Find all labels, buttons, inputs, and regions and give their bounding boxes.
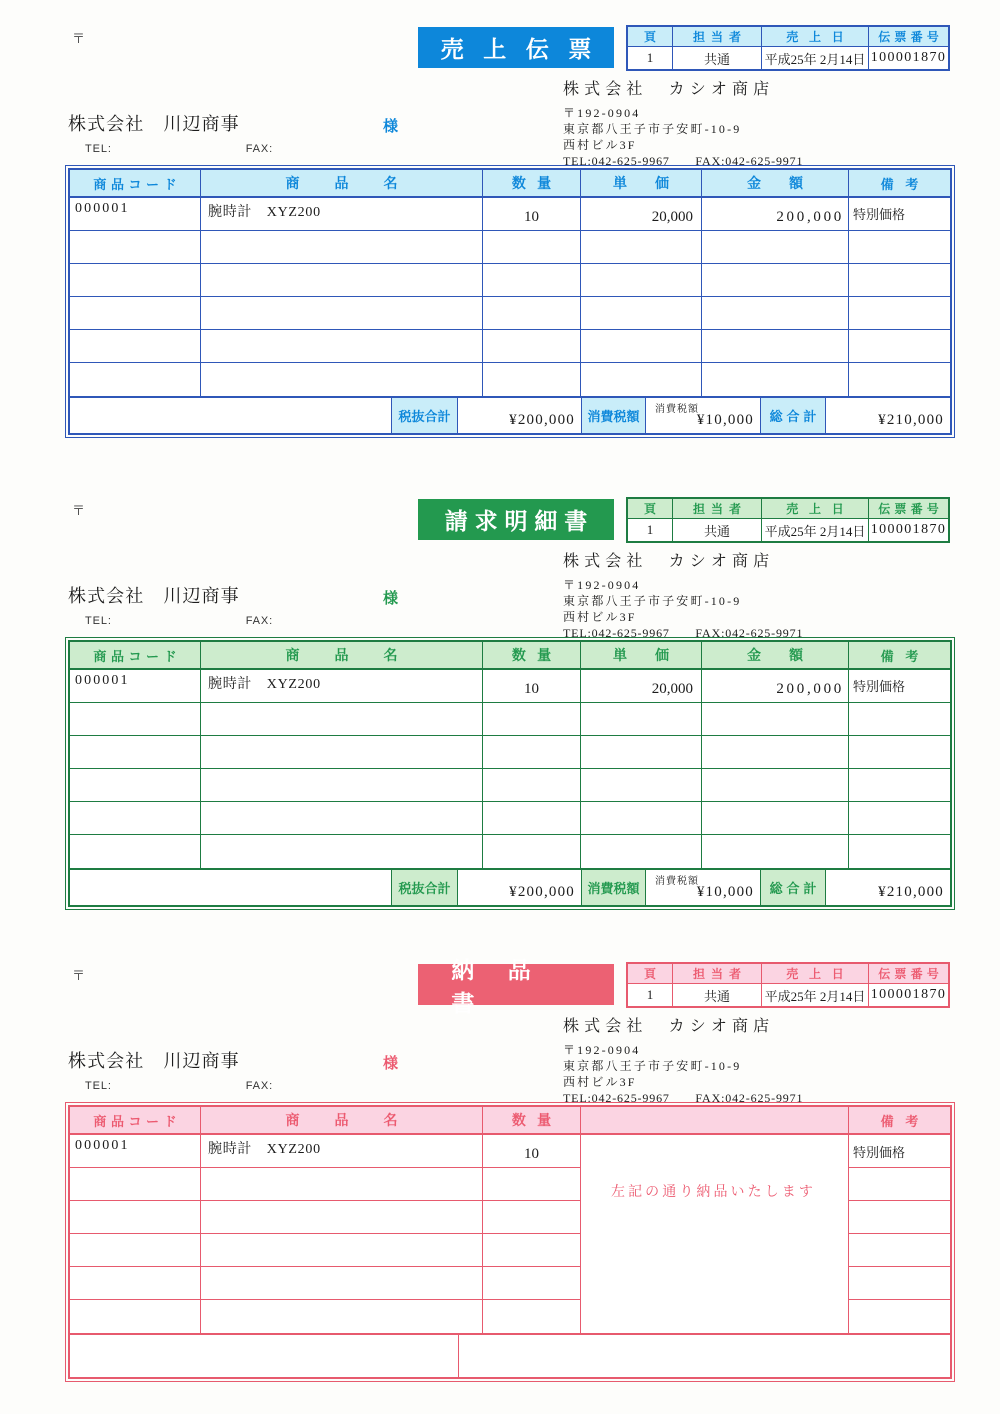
seller-postal: 〒192-0904 <box>563 1043 641 1057</box>
delivery-note-column <box>849 1135 950 1333</box>
tax-value: ¥10,000 <box>696 884 754 900</box>
customer-postal-mark: 〒 <box>72 968 86 983</box>
tax-value-cell <box>646 398 761 433</box>
seller-address2: 西村ビル3F <box>563 610 637 624</box>
col-header-qty: 数量 <box>483 1107 581 1133</box>
seller-name: 株式会社 カシオ商店 <box>563 81 775 98</box>
col-header-unit-price: 単価 <box>581 170 702 196</box>
col-header-code: 商品コード <box>70 642 201 668</box>
col-header-amount: 金額 <box>702 642 849 668</box>
meta-header-row <box>628 964 948 984</box>
items-table-body <box>70 198 950 396</box>
meta-header-slip-no: 伝票番号 <box>878 967 943 981</box>
cell-name: 腕時計 XYZ200 <box>201 198 483 230</box>
col-header-name: 商品名 <box>201 1107 483 1133</box>
col-header-blank <box>581 1107 849 1133</box>
meta-header-staff: 担当者 <box>673 499 762 518</box>
footer-empty-cell-right <box>459 1335 950 1377</box>
form-title: 請求明細書 <box>444 508 595 534</box>
customer-honorific: 様 <box>383 590 399 607</box>
meta-header-page: 頁 <box>628 499 673 518</box>
items-table-header-row <box>70 1107 950 1135</box>
meta-date-value: 平成25年 2月14日 <box>762 519 869 541</box>
items-table-header-row <box>70 170 950 198</box>
meta-slip-no-value: 100001870 <box>870 522 947 537</box>
seller-address1: 東京都八王子市子安町-10-9 <box>563 122 742 136</box>
form-title-banner <box>418 956 614 1016</box>
subtotal-label: 税抜合計 <box>392 870 458 905</box>
cell-note: 特別価格 <box>849 1135 950 1168</box>
totals-row <box>70 868 950 905</box>
col-header-qty: 数量 <box>483 170 581 196</box>
seller-block <box>563 548 963 642</box>
form-title: 納品書 <box>451 956 565 1016</box>
meta-slip-no-value: 100001870 <box>870 987 947 1002</box>
table-row <box>70 1135 581 1168</box>
tax-value-cell <box>646 870 761 905</box>
meta-header-slip-no: 伝票番号 <box>878 30 943 44</box>
customer-contact <box>85 1080 273 1092</box>
customer-honorific: 様 <box>383 1055 399 1072</box>
delivery-message: 左記の通り納品いたします <box>611 1183 816 1199</box>
cell-code: 000001 <box>70 198 201 230</box>
slip-meta-table <box>626 25 950 71</box>
meta-value-row <box>628 519 948 541</box>
items-table-header-row <box>70 642 950 670</box>
col-header-note: 備考 <box>880 176 931 192</box>
meta-slip-no-value: 100001870 <box>870 50 947 65</box>
meta-date-value: 平成25年 2月14日 <box>762 47 869 69</box>
meta-header-staff: 担当者 <box>673 27 762 46</box>
form-title-banner <box>418 27 614 68</box>
items-table <box>68 640 952 907</box>
col-header-name: 商品名 <box>201 170 483 196</box>
cell-unit-price: 20,000 <box>581 670 702 702</box>
seller-postal: 〒192-0904 <box>563 578 641 592</box>
customer-block <box>68 110 240 136</box>
tax-inner-label: 消費税額 <box>655 404 699 415</box>
table-empty-row <box>70 703 950 736</box>
form <box>0 472 1000 944</box>
meta-header-slip-no: 伝票番号 <box>878 502 943 516</box>
meta-header-page: 頁 <box>628 27 673 46</box>
col-header-amount: 金額 <box>702 170 849 196</box>
seller-name: 株式会社 カシオ商店 <box>563 553 775 570</box>
table-empty-row <box>70 231 950 264</box>
form <box>0 0 1000 472</box>
totals-row <box>70 396 950 433</box>
total-label: 総合計 <box>761 870 826 905</box>
delivery-footer-row <box>70 1333 950 1377</box>
meta-header-page: 頁 <box>628 964 673 983</box>
table-empty-row <box>70 1300 581 1333</box>
cell-note: 特別価格 <box>853 207 906 222</box>
delivery-message-cell <box>581 1135 849 1333</box>
tax-label: 消費税額 <box>582 870 646 905</box>
totals-empty-cell <box>70 398 392 433</box>
form <box>0 937 1000 1414</box>
customer-fax-label: FAX: <box>245 1080 274 1092</box>
customer-postal-mark: 〒 <box>72 503 86 518</box>
subtotal-value: ¥200,000 <box>458 398 582 433</box>
customer-honorific: 様 <box>383 118 399 135</box>
cell-code: 000001 <box>70 1135 201 1167</box>
meta-staff-value: 共通 <box>673 47 762 69</box>
cell-amount: 200,000 <box>702 198 849 230</box>
meta-staff-value: 共通 <box>673 519 762 541</box>
customer-tel-label: TEL: <box>85 143 112 155</box>
tax-label: 消費税額 <box>582 398 646 433</box>
customer-fax-label: FAX: <box>245 143 274 155</box>
cell-qty: 10 <box>483 198 581 230</box>
total-label: 総合計 <box>761 398 826 433</box>
table-empty-row <box>70 1201 581 1234</box>
table-empty-row <box>70 330 950 363</box>
customer-block <box>68 582 240 608</box>
meta-header-date: 売上日 <box>762 964 869 983</box>
customer-name: 株式会社 川辺商事 <box>68 114 240 134</box>
slip-meta-table <box>626 962 950 1008</box>
subtotal-label: 税抜合計 <box>392 398 458 433</box>
col-header-code: 商品コード <box>70 170 201 196</box>
cell-name: 腕時計 XYZ200 <box>201 1135 483 1167</box>
cell-unit-price: 20,000 <box>581 198 702 230</box>
meta-header-date: 売上日 <box>762 27 869 46</box>
meta-page-value: 1 <box>628 47 673 69</box>
total-value: ¥210,000 <box>878 412 944 428</box>
meta-value-row <box>628 47 948 69</box>
table-empty-row <box>70 769 950 802</box>
tax-inner-label: 消費税額 <box>655 876 699 887</box>
seller-block <box>563 1013 963 1107</box>
meta-header-row <box>628 499 948 519</box>
meta-header-staff: 担当者 <box>673 964 762 983</box>
seller-address2: 西村ビル3F <box>563 1075 637 1089</box>
meta-date-value: 平成25年 2月14日 <box>762 984 869 1006</box>
table-empty-row <box>70 802 950 835</box>
col-header-qty: 数量 <box>483 642 581 668</box>
delivery-item-rows <box>70 1135 581 1333</box>
seller-address1: 東京都八王子市子安町-10-9 <box>563 594 742 608</box>
table-empty-row <box>70 1267 581 1300</box>
customer-postal-mark: 〒 <box>72 31 86 46</box>
meta-page-value: 1 <box>628 984 673 1006</box>
seller-address2: 西村ビル3F <box>563 138 637 152</box>
form-title-banner <box>418 499 614 540</box>
cell-name: 腕時計 XYZ200 <box>201 670 483 702</box>
total-value: ¥210,000 <box>878 884 944 900</box>
items-table <box>68 1105 952 1379</box>
seller-tel-fax: TEL:042-625-9967 FAX:042-625-9971 <box>563 1091 804 1105</box>
table-empty-cell <box>849 1267 950 1300</box>
table-row <box>70 670 950 703</box>
slip-meta-table <box>626 497 950 543</box>
cell-note: 特別価格 <box>853 679 906 694</box>
cell-qty: 10 <box>483 670 581 702</box>
col-header-code: 商品コード <box>70 1107 201 1133</box>
seller-postal: 〒192-0904 <box>563 106 641 120</box>
tax-value: ¥10,000 <box>696 412 754 428</box>
seller-name: 株式会社 カシオ商店 <box>563 1018 775 1035</box>
customer-block <box>68 1047 240 1073</box>
table-empty-row <box>70 297 950 330</box>
table-empty-cell <box>849 1201 950 1234</box>
cell-amount: 200,000 <box>702 670 849 702</box>
table-empty-row <box>70 736 950 769</box>
customer-name: 株式会社 川辺商事 <box>68 586 240 606</box>
table-empty-row <box>70 835 950 868</box>
customer-fax-label: FAX: <box>245 615 274 627</box>
col-header-note: 備考 <box>880 648 931 664</box>
table-row <box>70 198 950 231</box>
table-empty-cell <box>849 1234 950 1267</box>
customer-tel-label: TEL: <box>85 615 112 627</box>
form-title: 売上伝票 <box>440 36 611 62</box>
seller-address1: 東京都八王子市子安町-10-9 <box>563 1059 742 1073</box>
table-empty-cell <box>849 1168 950 1201</box>
customer-tel-label: TEL: <box>85 1080 112 1092</box>
items-table-body <box>70 670 950 868</box>
customer-name: 株式会社 川辺商事 <box>68 1051 240 1071</box>
col-header-note: 備考 <box>880 1113 931 1129</box>
footer-empty-cell-left <box>70 1335 459 1377</box>
seller-block <box>563 76 963 170</box>
items-table <box>68 168 952 435</box>
totals-empty-cell <box>70 870 392 905</box>
meta-value-row <box>628 984 948 1006</box>
subtotal-value: ¥200,000 <box>458 870 582 905</box>
meta-page-value: 1 <box>628 519 673 541</box>
table-empty-row <box>70 1168 581 1201</box>
col-header-unit-price: 単価 <box>581 642 702 668</box>
customer-contact <box>85 615 273 627</box>
col-header-name: 商品名 <box>201 642 483 668</box>
table-empty-row <box>70 264 950 297</box>
seller-tel-fax: TEL:042-625-9967 FAX:042-625-9971 <box>563 626 804 640</box>
cell-qty: 10 <box>483 1135 581 1167</box>
table-empty-row <box>70 1234 581 1267</box>
customer-contact <box>85 143 273 155</box>
meta-header-date: 売上日 <box>762 499 869 518</box>
table-empty-row <box>70 363 950 396</box>
table-empty-cell <box>849 1300 950 1333</box>
seller-tel-fax: TEL:042-625-9967 FAX:042-625-9971 <box>563 154 804 168</box>
items-table-body <box>70 1135 950 1333</box>
meta-header-row <box>628 27 948 47</box>
meta-staff-value: 共通 <box>673 984 762 1006</box>
cell-code: 000001 <box>70 670 201 702</box>
